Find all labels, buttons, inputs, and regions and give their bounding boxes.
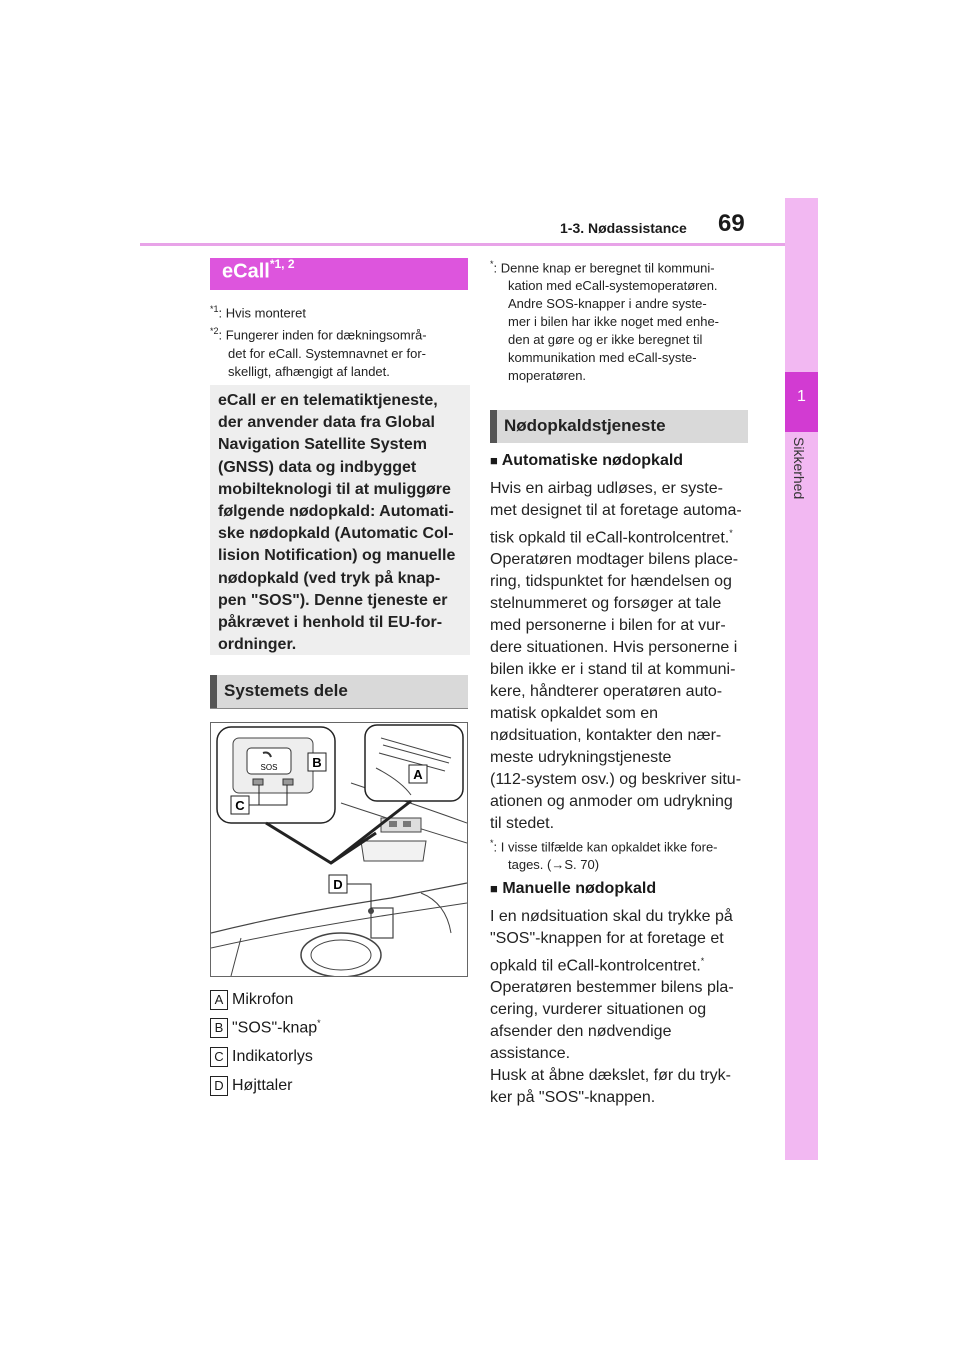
label-a: A (413, 767, 423, 782)
manual-call-heading: ■ Manuelle nødopkald (490, 880, 657, 897)
chapter-number: 1 (797, 388, 806, 405)
section-heading: 1-3. Nødassistance (560, 220, 687, 236)
ecall-heading: eCall$^{*1, 2}$ (222, 257, 295, 283)
header-divider (140, 243, 785, 246)
legend-item-c: C Indikatorlys (210, 1047, 313, 1067)
legend-item-b: B "SOS"-knap* (210, 1018, 321, 1038)
page-number: 69 (718, 210, 745, 237)
chapter-tab (785, 198, 818, 1160)
ecall-footnotes: $^{*1}$: Hvis monteret $^{*2}$: Fungerer inden for dækningsområ- det for eCall. Systemnavnet er for- skelligt, afhængigt af landet. (210, 304, 427, 379)
sos-button-footnote: *: Denne knap er beregnet til kommuni- kation med eCall-systemoperatøren. Andre SOS-knapper i andre syste- mer i bilen har ikke noget med enhe- den at gøre og er ikke beregnet til kommunikation med eCall-syste- moperatøren. (490, 259, 720, 384)
label-b: B (312, 755, 322, 770)
legend-item-d: D Højttaler (210, 1076, 292, 1096)
legend-item-a: A Mikrofon (210, 990, 293, 1010)
car-interior-illustration (211, 723, 467, 976)
label-c: C (235, 798, 245, 813)
auto-call-footnote: *: I visse tilfælde kan opkaldet ikke fore- tages. (→S. 70) (490, 838, 718, 873)
svg-text:SOS: SOS (260, 763, 278, 772)
auto-call-text: Hvis en airbag udløses, er syste- met designet til at foretage automa- tisk opkald til eCall-kontrolcentret.* Operatøren modtager bilens place- ring, tidspunktet for hændelsen og stelnummeret og forsøger at tale med personerne i bilen for at vur- dere situationen. Hvis personerne i bilen ikke er i stand til at kommuni- kere, håndterer operatøren auto- matisk opkaldet som en nødsituation, kontakter den nær- meste udrykningstjeneste (112-system osv.) og beskriver situ- ationen og anmoder om udrykning til stedet. (490, 480, 742, 833)
auto-call-heading: ■ Automatiske nødopkald (490, 452, 684, 469)
parts-divider (210, 708, 468, 709)
parts-heading: Systemets dele (224, 681, 348, 700)
chapter-label: Sikkerhed (791, 437, 807, 500)
label-d: D (333, 877, 343, 892)
emergency-heading: Nødopkaldstjeneste (504, 416, 666, 435)
ecall-parts-figure (210, 722, 468, 977)
summary-text: eCall er en telematiktjeneste, der anvender data fra Global Navigation Satellite System (GNSS) data og indbygget mobilteknologi til at muliggøre følgende nødopkald: Automati- ske nødopkald (Automatic Col- lision Notification) og manuelle nødopkald (ved tryk på knap- pen "SOS"). Denne tjeneste er påkrævet i henhold til EU-for- ordninger. (218, 392, 456, 654)
manual-call-text: I en nødsituation skal du trykke på "SOS"-knappen for at foretage et opkald til eCall-kontrolcentret.* Operatøren bestemmer bilens pla- cering, vurderer situationen og afsender den nødvendige assistance. Husk at åbne dækslet, før du tryk- ker på "SOS"-knappen. (490, 908, 734, 1107)
